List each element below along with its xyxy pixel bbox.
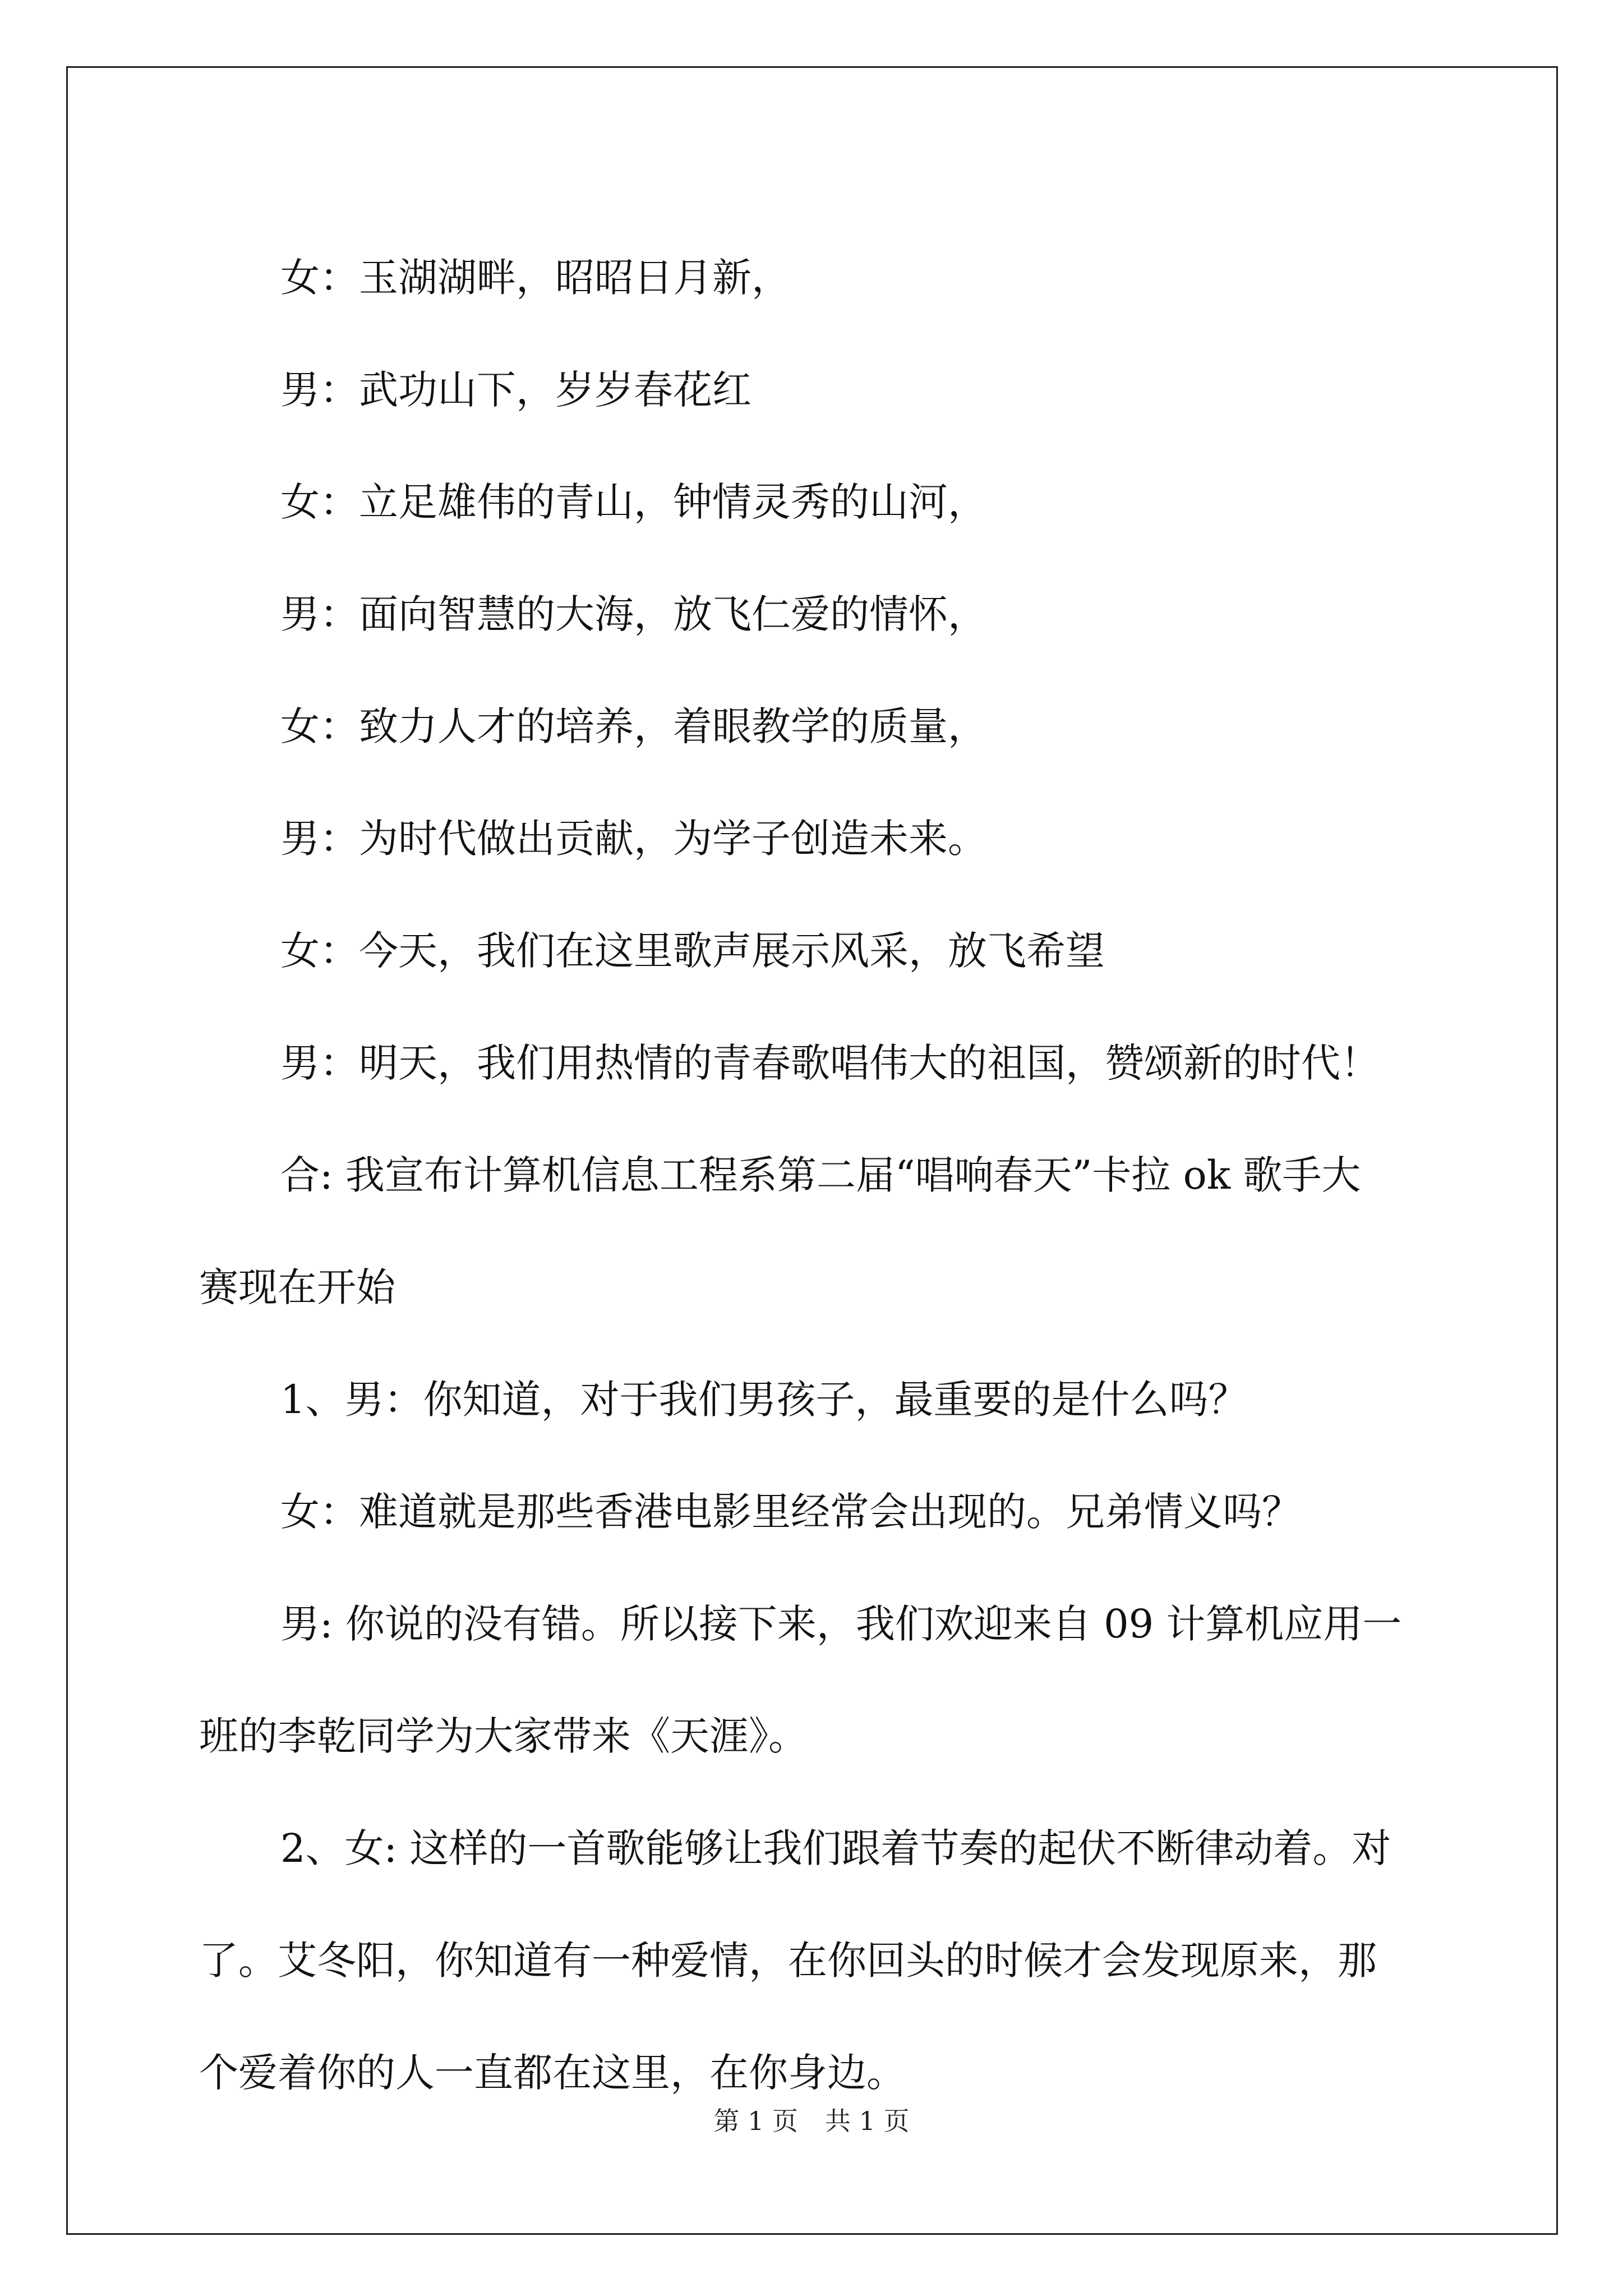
page-footer — [0, 2101, 1623, 2138]
paragraph: 男：武功山下，岁岁春花红 — [280, 367, 751, 413]
paragraph: 男：明天，我们用热情的青春歌唱伟大的祖国，赞颂新的时代！ — [280, 1040, 1380, 1086]
paragraph-line: 赛现在开始 — [199, 1264, 395, 1310]
paragraph: 1、男：你知道，对于我们男孩子，最重要的是什么吗？ — [280, 1377, 1248, 1423]
page-number: 第 1 页 — [713, 2106, 798, 2136]
paragraph: 男：为时代做出贡献，为学子创造未来。 — [280, 816, 987, 862]
paragraph: 女：玉湖湖畔，昭昭日月新， — [280, 255, 791, 301]
document-body — [199, 222, 1438, 2129]
paragraph: 男：面向智慧的大海，放飞仁爱的情怀， — [280, 591, 987, 637]
paragraph-line: 合: 我宣布计算机信息工程系第二届“唱响春天”卡拉 ok 歌手大 — [280, 1152, 1361, 1198]
paragraph-line: 男: 你说的没有错。所以接下来，我们欢迎来自 09 计算机应用一 — [280, 1601, 1402, 1647]
paragraph-line: 个爱着你的人一直都在这里，在你身边。 — [199, 2050, 906, 2096]
paragraph: 女：今天，我们在这里歌声展示风采，放飞希望 — [280, 928, 1105, 974]
paragraph-line: 班的李乾同学为大家带来《天涯》。 — [199, 1713, 808, 1759]
paragraph-line: 了。艾冬阳，你知道有一种爱情，在你回头的时候才会发现原来，那 — [199, 1938, 1377, 1984]
paragraph: 女：难道就是那些香港电影里经常会出现的。兄弟情义吗？ — [280, 1489, 1301, 1535]
paragraph: 女：立足雄伟的青山，钟情灵秀的山河， — [280, 479, 987, 525]
paragraph-line: 2、女: 这样的一首歌能够让我们跟着节奏的起伏不断律动着。对 — [280, 1825, 1391, 1871]
page-total: 共 1 页 — [825, 2106, 910, 2136]
paragraph: 女：致力人才的培养，着眼教学的质量， — [280, 703, 987, 749]
